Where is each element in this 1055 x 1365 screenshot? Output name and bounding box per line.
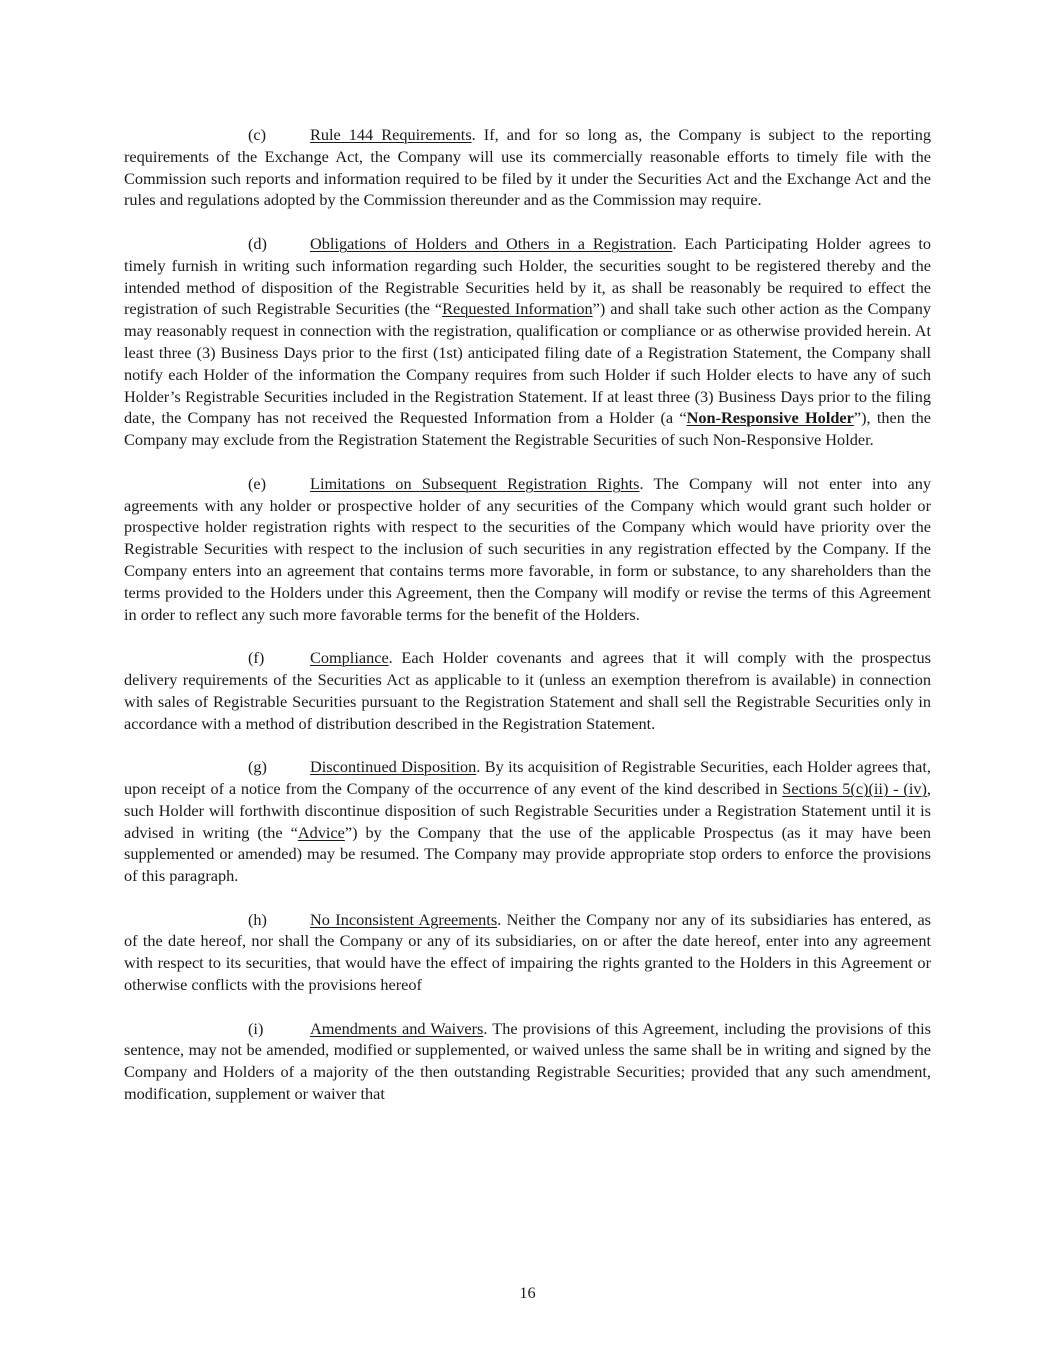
paragraph-e: [124, 473, 931, 626]
defined-term: Advice: [297, 822, 345, 842]
section-heading: Amendments and Waivers: [310, 1018, 484, 1038]
page-number: 16: [519, 1283, 536, 1302]
paragraph-text: ”) by the Company that the use of the applicable Prospectus (as it may have been supplemented or amended) may be resumed. The Company may provide appropriate stop orders to enforce the provisions of this paragraph.: [124, 822, 932, 886]
defined-term: Requested Information: [442, 299, 593, 319]
paragraph-text: . Each Participating Holder agrees to timely furnish in writing such information regarding such Holder, the securities sought to be registered thereby and the intended method of disposition of the Registrable Securities held by it, as shall be reasonably be required to effect the registration of such Registrable Securities (the “: [124, 233, 932, 319]
paragraph-text: . If, and for so long as, the Company is subject to the reporting requirements of the Exchange Act, the Company will use its commercially reasonable efforts to timely file with the Commission such reports and information required to be filed by it under the Securities Act and the Exchange Act and the rules and regulations adopted by the Commission thereunder and as the Commission may require.: [124, 125, 932, 210]
defined-term-bold: Non-Responsive Holder: [686, 408, 854, 428]
paragraph-text: . Each Holder covenants and agrees that it will comply with the prospectus delivery requirements of the Securities Act as applicable to it (unless an exemption therefrom is available) in connection with sales of Registrable Securities pursuant to the Registration Statement and shall sell the Registrable Securities only in accordance with a method of distribution described in the Registration Statement.: [124, 648, 931, 733]
section-heading: Discontinued Disposition: [310, 757, 477, 777]
paragraph-label: (f): [248, 648, 265, 668]
paragraph-text: ”) and shall take such other action as the Company may reasonably request in connection with the registration, qualification or compliance or as otherwise provided herein. At least three (3) Business Days prior to the first (1st) anticipated filing date of a Registration Statement, the Company shall notify each Holder of the information the Company requires from such Holder if such Holder elects to have any of such Holder’s Registrable Securities included in the Registration Statement. If at least three (3) Business Days prior to the filing date, the Company has not received the Requested Information from a Holder (a “: [124, 299, 931, 428]
paragraph-text: . By its acquisition of Registrable Securities, each Holder agrees that, upon receipt of a notice from the Company of the occurrence of any event of the kind described in: [124, 757, 931, 798]
section-heading: Obligations of Holders and Others in a Registration: [310, 233, 673, 253]
section-heading: Compliance: [310, 648, 389, 668]
paragraph-g: [124, 756, 931, 887]
paragraph-label: (e): [248, 473, 267, 493]
paragraph-label: (g): [248, 757, 267, 777]
paragraph-c: [124, 124, 931, 211]
paragraph-text: . Neither the Company nor any of its subsidiaries has entered, as of the date hereof, nor shall the Company or any of its subsidiaries, on or after the date hereof, enter into any agreement with respect to its securities, that would have the effect of impairing the rights granted to the Holders in this Agreement or otherwise conflicts with the provisions hereof: [124, 909, 932, 995]
paragraph-i: [124, 1018, 931, 1105]
paragraph-label: (i): [248, 1018, 264, 1038]
paragraph-label: (d): [248, 233, 267, 253]
section-heading: Limitations on Subsequent Registration Rights: [310, 473, 640, 493]
paragraph-d: [124, 233, 931, 451]
section-heading: No Inconsistent Agreements: [310, 909, 498, 929]
section-reference: Sections 5(c)(ii) - (iv): [782, 778, 927, 798]
paragraph-label: (h): [248, 909, 267, 929]
paragraph-text: , such Holder will forthwith discontinue disposition of such Registrable Securities under a Registration Statement until it is advised in writing (the “: [124, 778, 931, 842]
paragraph-text: ”), then the Company may exclude from the Registration Statement the Registrable Securities of such Non-Responsive Holder.: [124, 408, 931, 450]
paragraph-f: [124, 647, 931, 734]
paragraph-label: (c): [248, 125, 267, 144]
document-body: [124, 124, 931, 1127]
paragraph-text: . The provisions of this Agreement, including the provisions of this sentence, may not be amended, modified or supplemented, or waived unless the same shall be in writing and signed by the Company and Holders of a majority of the then outstanding Registrable Securities; provided that any such amendment, modification, supplement or waiver that: [124, 1018, 931, 1104]
section-heading: Rule 144 Requirements: [310, 125, 472, 144]
paragraph-h: [124, 909, 931, 996]
paragraph-text: . The Company will not enter into any agreements with any holder or prospective holder of any securities of the Company which would grant such holder or prospective holder registration rights with respect to the securities of the Company which would have priority over the Registrable Securities with respect to the inclusion of such securities in any registration effected by the Company. If the Company enters into an agreement that contains terms more favorable, in form or substance, to any shareholders than the terms provided to the Holders under this Agreement, then the Company will modify or revise the terms of this Agreement in order to reflect any such more favorable terms for the benefit of the Holders.: [124, 473, 932, 624]
